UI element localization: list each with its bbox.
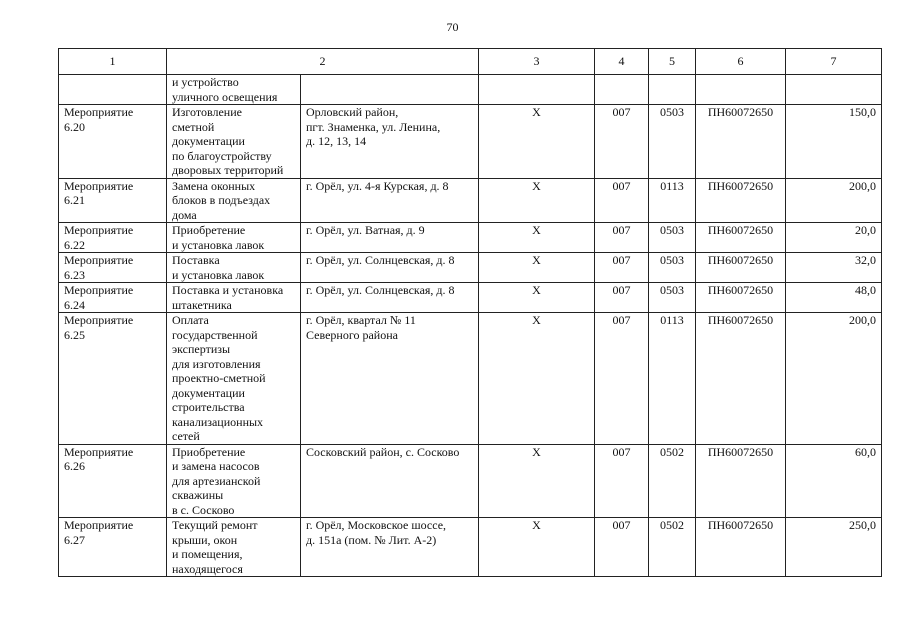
cell-col3: X (479, 313, 595, 445)
cell-col5: 0502 (649, 518, 696, 577)
cell-col7: 20,0 (786, 223, 882, 253)
cell-event: Мероприятие 6.20 (59, 105, 167, 179)
cell-description: Поставка и установка штакетника (167, 283, 301, 313)
cell-col4 (595, 75, 649, 105)
table-row (59, 223, 882, 253)
cell-col3: X (479, 518, 595, 577)
cell-col6: ПН60072650 (696, 518, 786, 577)
table-row (59, 283, 882, 313)
cell-col7: 48,0 (786, 283, 882, 313)
cell-col5: 0113 (649, 178, 696, 223)
header-col-7: 7 (786, 49, 882, 75)
cell-col4: 007 (595, 313, 649, 445)
cell-description: Оплата государственной экспертизы для изготовления проектно-сметной документации строительства канализационных сетей (167, 313, 301, 445)
continuation-row (59, 75, 882, 105)
cell-address (301, 75, 479, 105)
cell-address: Орловский район, пгт. Знаменка, ул. Ленина, д. 12, 13, 14 (301, 105, 479, 179)
cell-col4: 007 (595, 105, 649, 179)
cell-event: Мероприятие 6.26 (59, 444, 167, 518)
cell-col7 (786, 75, 882, 105)
cell-col3: X (479, 223, 595, 253)
cell-address: г. Орёл, квартал № 11 Северного района (301, 313, 479, 445)
cell-col7: 60,0 (786, 444, 882, 518)
cell-col5: 0503 (649, 253, 696, 283)
header-row (59, 49, 882, 75)
header-col-3: 3 (479, 49, 595, 75)
cell-col6: ПН60072650 (696, 253, 786, 283)
cell-col6: ПН60072650 (696, 178, 786, 223)
header-col-6: 6 (696, 49, 786, 75)
cell-col7: 32,0 (786, 253, 882, 283)
table-row (59, 253, 882, 283)
cell-col6 (696, 75, 786, 105)
table-row (59, 313, 882, 445)
cell-event: Мероприятие 6.22 (59, 223, 167, 253)
cell-col3: X (479, 283, 595, 313)
cell-event: Мероприятие 6.23 (59, 253, 167, 283)
cell-col4: 007 (595, 283, 649, 313)
cell-event (59, 75, 167, 105)
cell-col6: ПН60072650 (696, 313, 786, 445)
header-col-4: 4 (595, 49, 649, 75)
cell-col3: X (479, 178, 595, 223)
cell-col5: 0503 (649, 223, 696, 253)
cell-event: Мероприятие 6.21 (59, 178, 167, 223)
cell-col3 (479, 75, 595, 105)
cell-event: Мероприятие 6.24 (59, 283, 167, 313)
cell-col7: 200,0 (786, 313, 882, 445)
cell-description: Замена оконных блоков в подъездах дома (167, 178, 301, 223)
header-col-5: 5 (649, 49, 696, 75)
table-row (59, 518, 882, 577)
header-col-2: 2 (167, 49, 479, 75)
cell-event: Мероприятие 6.25 (59, 313, 167, 445)
cell-col5: 0113 (649, 313, 696, 445)
cell-description: и устройство уличного освещения (167, 75, 301, 105)
page-number: 70 (446, 20, 459, 34)
cell-col7: 150,0 (786, 105, 882, 179)
header-col-1: 1 (59, 49, 167, 75)
table-row (59, 105, 882, 179)
cell-description: Приобретение и установка лавок (167, 223, 301, 253)
cell-col3: X (479, 105, 595, 179)
cell-col5: 0502 (649, 444, 696, 518)
cell-col6: ПН60072650 (696, 223, 786, 253)
cell-col4: 007 (595, 178, 649, 223)
cell-address: г. Орёл, Московское шоссе, д. 151а (пом. № Лит. А-2) (301, 518, 479, 577)
cell-address: Сосковский район, с. Сосково (301, 444, 479, 518)
table-row (59, 178, 882, 223)
cell-col6: ПН60072650 (696, 444, 786, 518)
cell-col5: 0503 (649, 105, 696, 179)
cell-description: Приобретение и замена насосов для артезианской скважины в с. Сосково (167, 444, 301, 518)
cell-col5: 0503 (649, 283, 696, 313)
cell-col6: ПН60072650 (696, 105, 786, 179)
cell-col4: 007 (595, 253, 649, 283)
cell-address: г. Орёл, ул. Ватная, д. 9 (301, 223, 479, 253)
cell-description: Текущий ремонт крыши, окон и помещения, находящегося (167, 518, 301, 577)
cell-col7: 200,0 (786, 178, 882, 223)
cell-address: г. Орёл, ул. 4-я Курская, д. 8 (301, 178, 479, 223)
cell-description: Изготовление сметной документации по благоустройству дворовых территорий (167, 105, 301, 179)
cell-address: г. Орёл, ул. Солнцевская, д. 8 (301, 283, 479, 313)
cell-col4: 007 (595, 518, 649, 577)
cell-col6: ПН60072650 (696, 283, 786, 313)
cell-col3: X (479, 444, 595, 518)
budget-table (58, 48, 882, 577)
cell-col3: X (479, 253, 595, 283)
cell-col5 (649, 75, 696, 105)
cell-col7: 250,0 (786, 518, 882, 577)
cell-col4: 007 (595, 223, 649, 253)
table-row (59, 444, 882, 518)
cell-address: г. Орёл, ул. Солнцевская, д. 8 (301, 253, 479, 283)
cell-description: Поставка и установка лавок (167, 253, 301, 283)
cell-col4: 007 (595, 444, 649, 518)
cell-event: Мероприятие 6.27 (59, 518, 167, 577)
